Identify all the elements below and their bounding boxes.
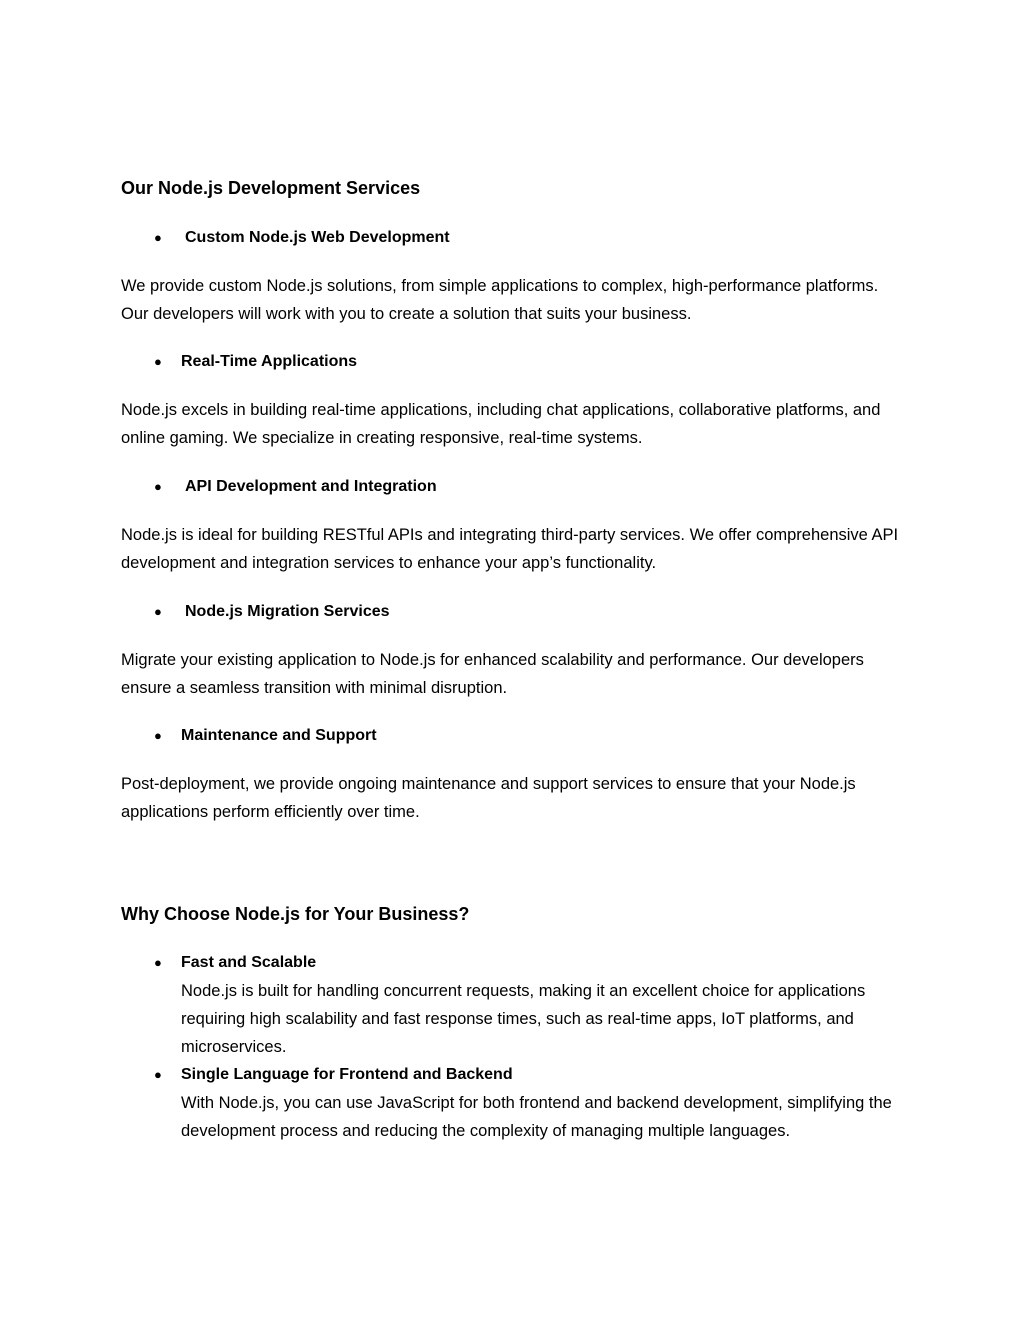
benefit-description: Node.js is built for handling concurrent requests, making it an excellent choice for applications requiring high scalability and fast response times, such as real-time apps, IoT platforms, and microservices. bbox=[181, 982, 866, 1056]
bullet-icon: ● bbox=[154, 230, 162, 245]
service-title: API Development and Integration bbox=[185, 478, 437, 495]
service-description: Migrate your existing application to Node.js for enhanced scalability and performance. Our developers ensure a seamless transition with minimal disruption. bbox=[121, 651, 864, 697]
list-item bbox=[154, 1061, 906, 1145]
section-heading-services: Our Node.js Development Services bbox=[121, 178, 421, 198]
service-description: We provide custom Node.js solutions, from simple applications to complex, high-performance platforms. Our developers will work with you to create a solution that suits your business. bbox=[121, 277, 879, 323]
service-title: Real-Time Applications bbox=[181, 353, 358, 370]
list-item bbox=[154, 949, 906, 1061]
bullet-icon: ● bbox=[154, 728, 162, 743]
benefits-list bbox=[154, 949, 906, 1145]
service-description: Node.js is ideal for building RESTful APIs and integrating third-party services. We offer comprehensive API development and integration services to enhance your app’s functionality. bbox=[121, 526, 899, 572]
bullet-icon: ● bbox=[154, 479, 162, 494]
service-description: Post-deployment, we provide ongoing maintenance and support services to ensure that your Node.js applications perform efficiently over time. bbox=[121, 775, 856, 821]
bullet-icon: ● bbox=[154, 1067, 162, 1082]
bullet-icon: ● bbox=[154, 354, 162, 369]
benefit-title: Single Language for Frontend and Backend bbox=[181, 1066, 513, 1083]
benefit-description: With Node.js, you can use JavaScript for both frontend and backend development, simplifying the development process and reducing the complexity of managing multiple languages. bbox=[181, 1094, 892, 1140]
bullet-icon: ● bbox=[154, 955, 162, 970]
section-heading-why-choose: Why Choose Node.js for Your Business? bbox=[121, 904, 470, 924]
service-title: Maintenance and Support bbox=[181, 727, 377, 744]
document-page bbox=[121, 0, 906, 1325]
service-title: Node.js Migration Services bbox=[185, 603, 390, 620]
service-title: Custom Node.js Web Development bbox=[185, 229, 450, 246]
benefit-title: Fast and Scalable bbox=[181, 954, 317, 971]
bullet-icon: ● bbox=[154, 604, 162, 619]
service-description: Node.js excels in building real-time applications, including chat applications, collaborative platforms, and online gaming. We specialize in creating responsive, real-time systems. bbox=[121, 401, 881, 447]
